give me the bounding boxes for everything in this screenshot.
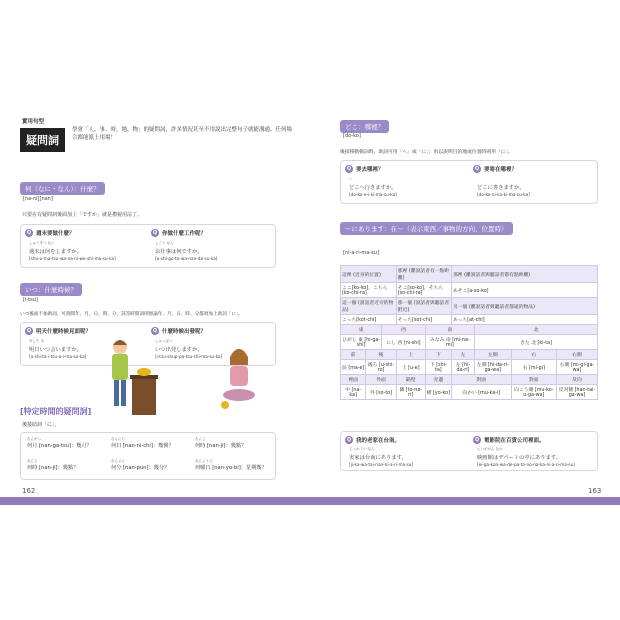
romaji: [o-shi-go-to-wa-nan-de-su-ka] bbox=[155, 256, 218, 261]
table-cell: 右側 [mi-gi-ga-wa] bbox=[556, 360, 597, 375]
romaji: [ei-ga-kan-wa-de-pa-to-no-na-ka-ni-a-ri-ma-su] bbox=[477, 462, 575, 467]
table-cell: みなみ 南 [mi-na-mi] bbox=[425, 335, 474, 350]
location-table bbox=[340, 265, 600, 400]
ruby: しゅうまつ なに bbox=[29, 241, 55, 245]
japanese-sentence: どこへ行きますか。 bbox=[349, 185, 397, 191]
ruby: い bbox=[349, 177, 353, 181]
question-icon: Q bbox=[474, 166, 480, 172]
ruby: えいがかん なか bbox=[477, 447, 503, 451]
question-icon: Q bbox=[474, 437, 480, 443]
table-cell: ここ[ko-ko]，こちら[ko-chi-ra] bbox=[341, 283, 397, 298]
table-cell: 那一個 (說話者與聽話者附近) bbox=[396, 298, 451, 315]
time-word-text: 何曜日 [nan-yo-bi]：星期幾？ bbox=[195, 465, 267, 471]
table-cell: 旁邊 bbox=[425, 375, 451, 385]
table-cell: 西 bbox=[382, 325, 425, 335]
table-cell: こっち[kot-chi] bbox=[341, 315, 397, 325]
ruby: なんぷん bbox=[111, 459, 125, 463]
time-word-text: 何時 [nan-ji]：幾點？ bbox=[195, 443, 247, 449]
japanese-sentence: お仕事は何ですか。 bbox=[155, 249, 203, 255]
section-tab-nani: 何（なに・なん）：什麼？ bbox=[20, 182, 105, 195]
question: Q 你做什麼工作呢？ bbox=[152, 230, 207, 237]
subheading-note: 後接助詞「に」。 bbox=[22, 422, 60, 428]
table-cell: 隔壁 bbox=[396, 375, 425, 385]
table-row bbox=[341, 375, 598, 385]
right-page bbox=[310, 0, 620, 620]
section-romaji: [do-ko] bbox=[343, 133, 361, 139]
table-row bbox=[341, 283, 598, 298]
table-cell: 前 [ma-e] bbox=[341, 360, 366, 375]
table-cell: 另一個 (離說話者與聽話者都遠的物品) bbox=[451, 298, 597, 315]
ruby: しゅっぱつ bbox=[155, 339, 173, 343]
question-icon: Q bbox=[152, 328, 158, 334]
section-romaji: [na-ni][nan] bbox=[23, 196, 53, 202]
table-cell: 上 [u-e] bbox=[396, 360, 425, 375]
table-cell: 右側 bbox=[556, 350, 597, 360]
question: Q 要去哪裡？ bbox=[346, 166, 384, 173]
section-note: 只要在有疑問詞後面加上「ですか」就是禮貌用法了。 bbox=[22, 212, 143, 218]
table-cell: 那裡 (離說話者有一點距離) bbox=[396, 266, 451, 283]
table-cell: 右 [mi-gi] bbox=[511, 360, 556, 375]
table-cell: 外 [so-to] bbox=[366, 385, 396, 400]
time-word bbox=[111, 459, 193, 471]
time-word bbox=[111, 437, 193, 449]
footer-bar bbox=[0, 497, 620, 505]
table-cell: 裡面 bbox=[341, 375, 366, 385]
table-row bbox=[341, 298, 598, 315]
question: Q 要寄在哪裡？ bbox=[474, 166, 518, 173]
section-romaji: [ni-a-ri-ma-su] bbox=[343, 250, 379, 256]
table-cell: 後 bbox=[366, 350, 396, 360]
question-icon: Q bbox=[152, 230, 158, 236]
people-illustration bbox=[110, 335, 270, 425]
time-word bbox=[195, 437, 277, 449]
table-cell: 隣 [to-na-ri] bbox=[396, 385, 425, 400]
table-cell: 向かい [mu-ka-i] bbox=[451, 385, 511, 400]
time-word-text: 何分 [nan-pun]：幾分？ bbox=[111, 465, 170, 471]
section-tab-niarimasu: ～にあります：在～（表示東西／事物的方向、位置時） bbox=[340, 222, 513, 235]
ruby: なんじ bbox=[27, 459, 38, 463]
table-cell: 對面 bbox=[451, 375, 511, 385]
table-row bbox=[341, 335, 598, 350]
table-cell: そこ[so-ko]，そちら[so-chi-ra] bbox=[396, 283, 451, 298]
table-cell: 向こう側 [mu-ko-u-ga-wa] bbox=[511, 385, 556, 400]
question-icon: Q bbox=[26, 230, 32, 236]
table-cell: そっち[sot-chi] bbox=[396, 315, 451, 325]
table-cell: 上 bbox=[396, 350, 425, 360]
question: Q 我的老家在台南。 bbox=[346, 437, 401, 444]
ruby: なんにち bbox=[111, 437, 125, 441]
ruby: しごと なん bbox=[155, 241, 174, 245]
page-number: 162 bbox=[22, 487, 36, 495]
section-tab-doko: どこ：哪裡？ bbox=[340, 120, 389, 133]
table-cell: 左 bbox=[451, 350, 474, 360]
table-cell: 外面 bbox=[366, 375, 396, 385]
kicker: 實用句型 bbox=[22, 119, 45, 125]
table-row bbox=[341, 325, 598, 335]
ruby: あした あ bbox=[29, 339, 45, 343]
section-note: いつ後面不加助詞，可詢問年、月、日、時、分，該答時間詞則無論年、月、日、時、分都須加上助詞「に」。 bbox=[20, 312, 243, 317]
romaji: [ji-ka-wa-tai-nan-ni-a-ri-ma-su] bbox=[349, 462, 414, 467]
table-cell: 後ろ [u-shi-ro] bbox=[366, 360, 396, 375]
subheading: [特定時間的疑問詞] bbox=[20, 407, 92, 416]
table-row bbox=[341, 385, 598, 400]
table-cell: 東 bbox=[341, 325, 382, 335]
romaji: [do-ko-e-i-ki-ma-su-ka] bbox=[349, 192, 397, 197]
table-cell: 南 bbox=[425, 325, 474, 335]
question-icon: Q bbox=[26, 328, 32, 334]
intro-text: 學會「人、事、時、地、物」的疑問詞，許多情況甚至不用說出完整句子就能溝通，任何場合都能派上用場！ bbox=[72, 127, 293, 142]
japanese-sentence: どこに書きますか。 bbox=[477, 185, 525, 191]
time-word bbox=[27, 437, 109, 449]
table-cell: 這一個 (說話者近旁的物品) bbox=[341, 298, 397, 315]
time-word bbox=[195, 459, 277, 471]
table-cell: 反対側 [han-tai-ga-wa] bbox=[556, 385, 597, 400]
time-word-text: 何日 [nan-ni-chi]：幾號？ bbox=[111, 443, 174, 449]
table-row bbox=[341, 350, 598, 360]
table-cell: あっち[at-chi] bbox=[451, 315, 597, 325]
section-note: 後接移動動詞時，助詞可用「へ」或「に」；用以說明目的地或位置時則用「に」。 bbox=[340, 150, 513, 155]
ruby: なんじ bbox=[195, 437, 206, 441]
table-row bbox=[341, 315, 598, 325]
question: Q 什麼時候出發呢？ bbox=[152, 328, 207, 335]
table-cell: 下 bbox=[425, 350, 451, 360]
table-cell: 這裡 (近身的位置) bbox=[341, 266, 397, 283]
japanese-sentence: いつ出発しますか。 bbox=[155, 347, 203, 353]
section-tab-itsu: いつ：什麼時候？ bbox=[20, 283, 82, 296]
table-cell: 左 [hi-da-ri] bbox=[451, 360, 474, 375]
question-icon: Q bbox=[346, 437, 352, 443]
table-cell: 反向 bbox=[556, 375, 597, 385]
romaji: [i-tsu-shup-pa-tsu-shi-ma-su-ka] bbox=[155, 354, 223, 359]
table-row bbox=[341, 360, 598, 375]
question-icon: Q bbox=[346, 166, 352, 172]
question: Q 週末要做什麼？ bbox=[26, 230, 75, 237]
example-box bbox=[20, 224, 276, 268]
table-cell: 北 bbox=[475, 325, 598, 335]
question: Q 電影院在百貨公司裡面。 bbox=[474, 437, 545, 444]
time-word bbox=[27, 459, 109, 471]
romaji: [a-shi-ta-i-tsu-a-i-ma-su-ka] bbox=[29, 354, 87, 359]
page-number: 163 bbox=[588, 487, 602, 495]
table-cell: あそこ[a-so-ko] bbox=[451, 283, 597, 298]
section-romaji: [i-tsu] bbox=[23, 297, 38, 303]
japanese-sentence: 映画館はデパートの中にあります。 bbox=[477, 455, 562, 461]
japanese-sentence: 実家は台南にあります。 bbox=[349, 455, 407, 461]
table-cell: 對面 bbox=[511, 375, 556, 385]
romaji: [shu-u-ma-tsu-wa-na-ni-wo-shi-ma-su-ka] bbox=[29, 256, 116, 261]
table-cell: きた 北 [ki-ta] bbox=[475, 335, 598, 350]
table-cell: 前 bbox=[341, 350, 366, 360]
japanese-sentence: 明日いつ会いますか。 bbox=[29, 347, 82, 353]
table-cell: 左側 bbox=[475, 350, 512, 360]
location-grid bbox=[340, 265, 598, 400]
table-cell: ひがし 東 [hi-ga-shi] bbox=[341, 335, 382, 350]
table-cell: 右 bbox=[511, 350, 556, 360]
table-row bbox=[341, 266, 598, 283]
ruby: なんようび bbox=[195, 459, 213, 463]
table-cell: 中 [na-ka] bbox=[341, 385, 366, 400]
table-cell: 横 [yo-ko] bbox=[425, 385, 451, 400]
example-box bbox=[340, 431, 598, 471]
ruby: じっか たいなん bbox=[349, 447, 375, 451]
romaji: [do-ko-ni-ka-ki-ma-su-ka] bbox=[477, 192, 530, 197]
example-box bbox=[340, 160, 598, 204]
table-cell: 下 [shi-ta] bbox=[425, 360, 451, 375]
ruby: なんがつ bbox=[27, 437, 41, 441]
table-cell: 左側 [hi-da-ri-ga-wa] bbox=[475, 360, 512, 375]
question: Q 明天什麼時候見面呢？ bbox=[26, 328, 92, 335]
time-words-box bbox=[20, 432, 276, 480]
time-word-text: 何時 [nan-ji]：幾點？ bbox=[27, 465, 79, 471]
page-title: 疑問詞 bbox=[20, 128, 65, 152]
time-word-text: 何月 [nan-ga-tsu]：幾月？ bbox=[27, 443, 92, 449]
table-cell: にし 西 [ni-shi] bbox=[382, 335, 425, 350]
table-cell: 那裡 (離說話者與聽話者都有點距離) bbox=[451, 266, 597, 283]
japanese-sentence: 週末は何をしますか。 bbox=[29, 249, 82, 255]
